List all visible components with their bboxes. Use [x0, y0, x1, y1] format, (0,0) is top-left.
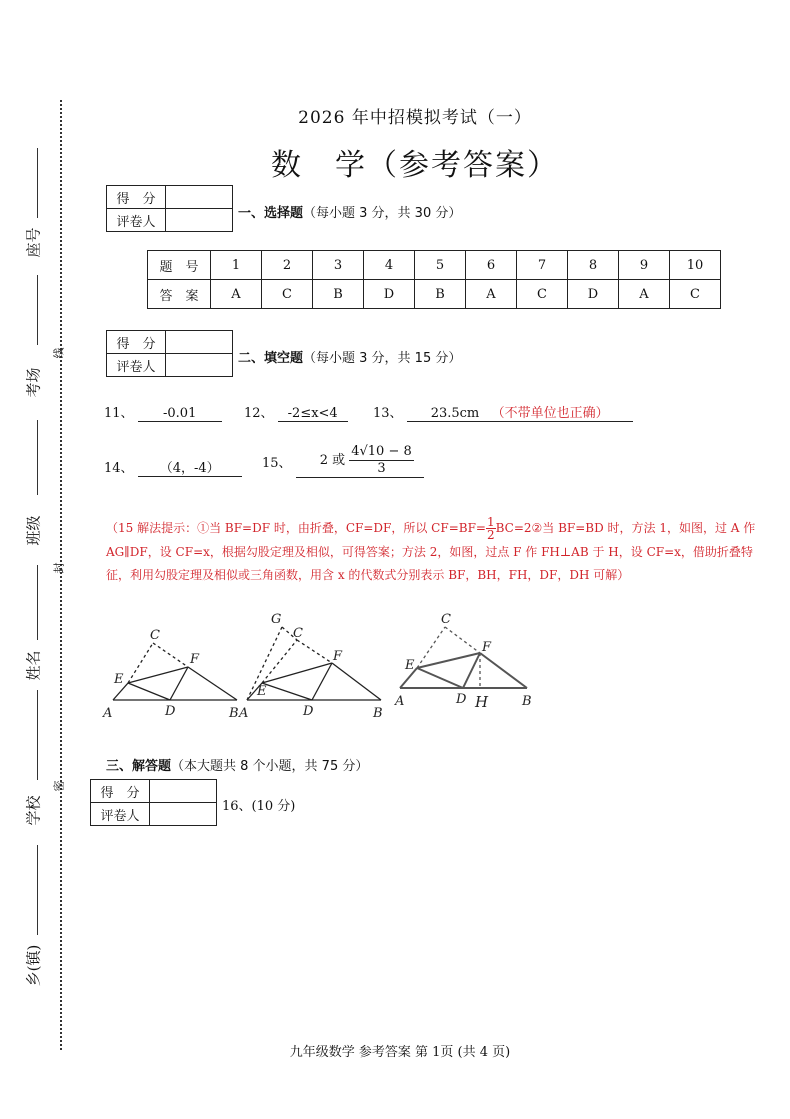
q15-number: 15、 [262, 455, 292, 471]
figure-1 [113, 643, 237, 700]
question-number: 1 [211, 251, 262, 280]
fig1-label-E: E [114, 672, 124, 687]
question-number: 10 [670, 251, 721, 280]
grader-label: 评卷人 [91, 803, 150, 826]
fig2-dashed-EC [262, 640, 297, 683]
fig3-segment-ED [417, 668, 463, 688]
fig3-label-B: B [522, 694, 532, 709]
answer-header: 答 案 [148, 280, 211, 309]
fig3-label-A: A [395, 694, 405, 709]
section3-heading [106, 755, 368, 774]
fig2-label-D: D [303, 704, 314, 719]
question-number-row [148, 251, 721, 280]
school-label: 学校 [24, 795, 43, 826]
score-label: 得 分 [91, 780, 150, 803]
fig2-label-F: F [333, 649, 343, 664]
fig2-dashed-CF [297, 640, 332, 663]
fig1-segment-FD [170, 667, 188, 700]
fig3-label-E: E [405, 658, 415, 673]
answer-cell: A [466, 280, 517, 309]
hint-frac-num: 1 [486, 515, 495, 529]
answer-cell: B [313, 280, 364, 309]
section2-note: （每小题 3 分，共 15 分） [303, 351, 462, 366]
q13-value: 23.5cm [430, 406, 480, 421]
fig1-dashed-CF [153, 643, 188, 667]
hint-part1: （15 解法提示：①当 BF=DF 时，由折叠，CF=DF，所以 CF=BF= [106, 521, 486, 535]
q15-solution-hint [106, 516, 766, 587]
fig3-segment-EF [417, 653, 480, 668]
class-fill-line [37, 420, 38, 495]
fig3-label-H: H [475, 693, 489, 711]
hint-frac-den: 2 [486, 528, 495, 542]
section2-heading [238, 347, 461, 366]
exam-title: 2026 年中招模拟考试（一） [298, 108, 532, 128]
q12-answer [244, 402, 348, 422]
fig1-label-D: D [165, 704, 176, 719]
answer-row [148, 280, 721, 309]
q11-value: -0.01 [138, 406, 222, 422]
score-field[interactable] [166, 186, 233, 209]
q13-answer [373, 402, 633, 422]
fig3-label-C: C [441, 612, 451, 627]
grader-field[interactable] [150, 803, 217, 826]
fig3-label-F: F [482, 640, 492, 655]
q16-heading: 16、(10 分) [222, 799, 296, 814]
score-label: 得 分 [107, 331, 166, 354]
fig2-segment-FB [332, 663, 381, 700]
question-number: 4 [364, 251, 415, 280]
q13-value-line [407, 402, 633, 422]
fig2-label-G: G [271, 612, 282, 627]
hint-part2: BC=2②当 BF=BD 时，方法 1，如图，过 A 作 AG∥DF，设 CF=x，根据勾股定理及相似，可得答案；方法 2，如图，过点 F 作 FH⊥AB 于 H，设 CF=x，借助折叠特征，利用勾股定理及相似或三角函数，用含 x 的代数式分别表示 BF，BH，FH，DF，DH 可解） [106, 521, 756, 582]
town-fill-line [37, 845, 38, 935]
q14-answer [104, 457, 242, 477]
q12-number: 12、 [244, 406, 274, 421]
score-label: 得 分 [107, 186, 166, 209]
page-footer: 九年级数学 参考答案 第 1页 (共 4 页) [289, 1045, 511, 1060]
q12-value: -2≤x<4 [278, 406, 348, 422]
town-label: 乡(镇) [24, 944, 43, 987]
fig2-label-B: B [373, 706, 383, 720]
exam-room-fill-line [37, 275, 38, 345]
fig3-dashed-CF [445, 627, 480, 653]
fig1-label-C: C [150, 628, 160, 643]
exam-room-label: 考场 [24, 367, 43, 398]
name-fill-line [37, 565, 38, 640]
grader-field[interactable] [166, 354, 233, 377]
fig3-segment-FD [463, 653, 480, 688]
fig3-label-D: D [456, 692, 467, 707]
fig2-segment-FD [312, 663, 332, 700]
q15-fraction [349, 444, 414, 477]
q15-prefix: 2 或 [319, 453, 346, 468]
answer-cell: D [364, 280, 415, 309]
question-number: 9 [619, 251, 670, 280]
section1-heading [238, 202, 461, 221]
fig1-segment-ED [128, 683, 170, 700]
fig2-segment-EF [262, 663, 332, 683]
answer-cell: C [517, 280, 568, 309]
q11-number: 11、 [104, 406, 134, 421]
grader-label: 评卷人 [107, 209, 166, 232]
score-box-section2 [106, 330, 233, 377]
fig1-segment-EF [128, 667, 188, 683]
question-number: 7 [517, 251, 568, 280]
fig1-label-F: F [190, 652, 200, 667]
fig1-label-B: B [229, 706, 239, 720]
question-number-header: 题 号 [148, 251, 211, 280]
question-number: 8 [568, 251, 619, 280]
q13-number: 13、 [373, 406, 403, 421]
grader-label: 评卷人 [107, 354, 166, 377]
figure-2 [247, 627, 381, 700]
fig2-segment-ED [262, 683, 312, 700]
section2-title: 二、填空题 [238, 351, 304, 366]
fig2-label-E: E [257, 684, 267, 699]
question-number: 2 [262, 251, 313, 280]
fig2-label-A: A [239, 706, 249, 720]
binding-dotted-line [60, 100, 62, 1050]
q15-answer [262, 444, 424, 478]
score-box-section3 [90, 779, 217, 826]
section1-title: 一、选择题 [238, 206, 304, 221]
fig1-label-A: A [103, 706, 113, 720]
answer-cell: C [262, 280, 313, 309]
subject-title: 数 学（参考答案） [271, 148, 559, 183]
figure-3 [400, 627, 527, 688]
answer-cell: A [619, 280, 670, 309]
grader-field[interactable] [166, 209, 233, 232]
answer-cell: A [211, 280, 262, 309]
fig1-segment-FB [188, 667, 237, 700]
school-fill-line [37, 690, 38, 780]
hint-fraction [486, 516, 496, 541]
q15-value-line [296, 444, 424, 478]
q15-denominator: 3 [377, 461, 386, 476]
q14-value: （4，-4） [138, 457, 242, 477]
question-number: 5 [415, 251, 466, 280]
fig3-segment-FB [480, 653, 527, 688]
solution-figures [95, 605, 555, 720]
score-field[interactable] [150, 780, 217, 803]
question-number: 6 [466, 251, 517, 280]
q15-numerator: 4√10 − 8 [351, 444, 412, 459]
q11-answer [104, 402, 222, 422]
choice-answer-table [147, 250, 721, 309]
section3-note: （本大题共 8 个小题，共 75 分） [171, 759, 369, 774]
section1-note: （每小题 3 分，共 30 分） [303, 206, 462, 221]
section3-title: 三、解答题 [106, 759, 172, 774]
answer-cell: C [670, 280, 721, 309]
score-field[interactable] [166, 331, 233, 354]
answer-cell: D [568, 280, 619, 309]
seal-line-char: 线 [52, 347, 66, 359]
fig2-label-C: C [293, 626, 303, 641]
seat-label: 座号 [24, 227, 43, 258]
question-number: 3 [313, 251, 364, 280]
seal-seal-char: 封 [52, 562, 66, 574]
score-box-section1 [106, 185, 233, 232]
class-label: 班级 [24, 515, 43, 546]
answer-cell: B [415, 280, 466, 309]
q14-number: 14、 [104, 461, 134, 476]
seal-secret-char: 密 [52, 780, 66, 792]
q13-note: （不带单位也正确） [491, 406, 609, 421]
name-label: 姓名 [24, 650, 43, 681]
